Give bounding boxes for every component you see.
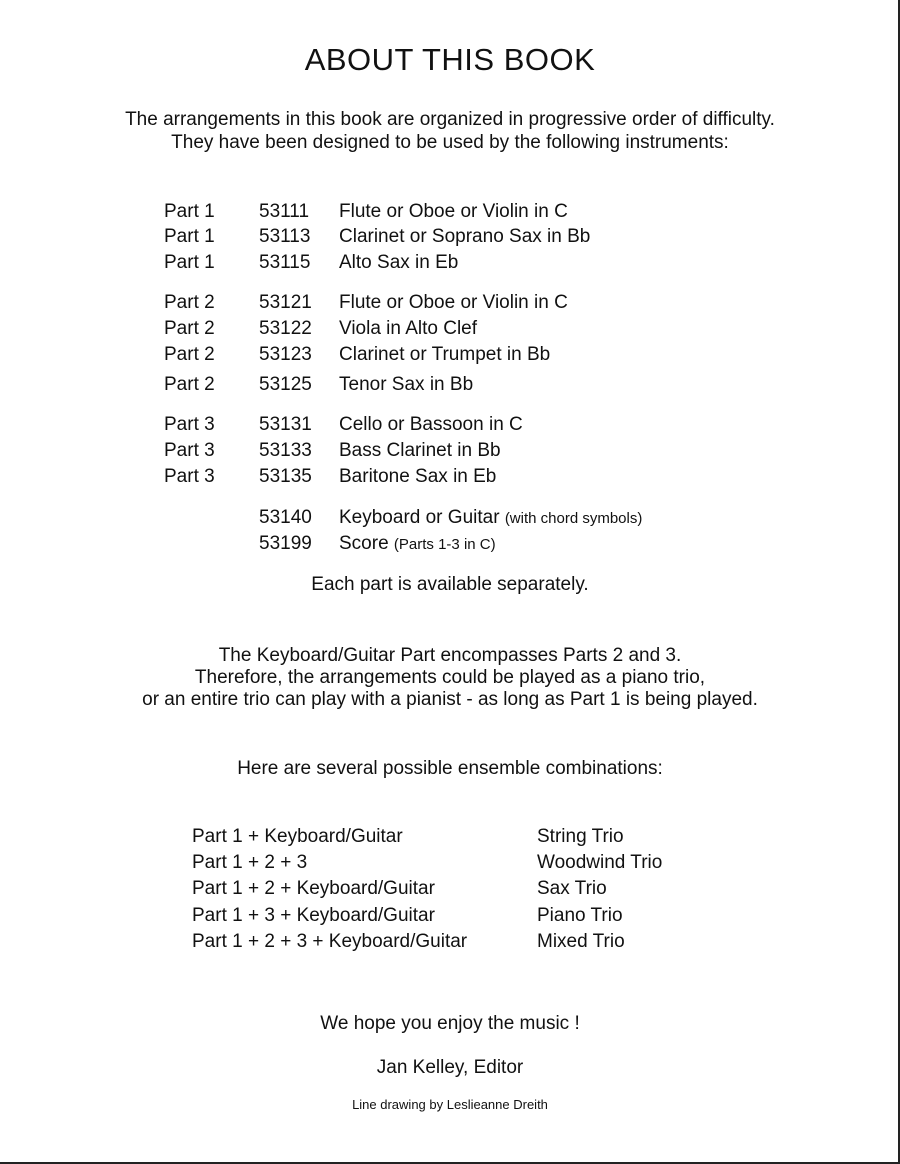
- combinations-heading: Here are several possible ensemble combinations:: [237, 758, 663, 779]
- part-code: 53121: [259, 292, 312, 313]
- combination-parts: Part 1 + 2 + Keyboard/Guitar: [192, 878, 435, 899]
- part-instrument: Bass Clarinet in Bb: [339, 440, 501, 461]
- combination-parts: Part 1 + 3 + Keyboard/Guitar: [192, 905, 435, 926]
- part-code: 53131: [259, 414, 312, 435]
- combination-parts: Part 1 + 2 + 3 + Keyboard/Guitar: [192, 931, 468, 952]
- paragraph-line: The Keyboard/Guitar Part encompasses Parts 2 and 3.: [218, 645, 682, 666]
- part-number: Part 3: [164, 466, 215, 487]
- part-instrument: Baritone Sax in Eb: [339, 466, 497, 487]
- part-instrument: Flute or Oboe or Violin in C: [339, 292, 568, 313]
- combination-parts: Part 1 + 2 + 3: [192, 852, 308, 873]
- ensemble-name: Sax Trio: [537, 878, 607, 899]
- part-number: Part 2: [164, 374, 215, 395]
- part-instrument: Score (Parts 1-3 in C): [339, 533, 496, 554]
- keyboard-guitar-paragraph: [0, 645, 900, 711]
- ensemble-name: String Trio: [537, 826, 624, 847]
- intro-paragraph: [0, 108, 900, 154]
- part-number: Part 3: [164, 414, 215, 435]
- editor-signature: Jan Kelley, Editor: [376, 1057, 524, 1078]
- part-code: 53140: [259, 507, 312, 528]
- part-number: Part 2: [164, 292, 215, 313]
- paragraph-line: Therefore, the arrangements could be played as a piano trio,: [194, 667, 706, 688]
- part-instrument: Alto Sax in Eb: [339, 252, 459, 273]
- part-instrument: Flute or Oboe or Violin in C: [339, 201, 568, 222]
- combination-parts: Part 1 + Keyboard/Guitar: [192, 826, 403, 847]
- part-number: Part 1: [164, 226, 215, 247]
- closing-message: We hope you enjoy the music !: [320, 1013, 580, 1034]
- part-number: Part 3: [164, 440, 215, 461]
- ensemble-name: Mixed Trio: [537, 931, 625, 952]
- illustration-credit: Line drawing by Leslieanne Dreith: [352, 1097, 548, 1112]
- part-code: 53115: [259, 252, 311, 273]
- part-code: 53122: [259, 318, 312, 339]
- page-title: ABOUT THIS BOOK: [304, 42, 596, 77]
- part-number: Part 1: [164, 252, 215, 273]
- part-number: Part 2: [164, 344, 215, 365]
- part-number: Part 2: [164, 318, 215, 339]
- part-instrument: Cello or Bassoon in C: [339, 414, 523, 435]
- intro-line: The arrangements in this book are organized in progressive order of difficulty.: [125, 109, 775, 130]
- part-instrument: Clarinet or Trumpet in Bb: [339, 344, 551, 365]
- intro-line: They have been designed to be used by the following instruments:: [171, 132, 729, 153]
- ensemble-name: Piano Trio: [537, 905, 623, 926]
- part-instrument: Tenor Sax in Bb: [339, 374, 474, 395]
- part-instrument: Clarinet or Soprano Sax in Bb: [339, 226, 591, 247]
- availability-note: Each part is available separately.: [311, 574, 589, 595]
- part-code: 53123: [259, 344, 312, 365]
- part-number: Part 1: [164, 201, 215, 222]
- part-code: 53125: [259, 374, 312, 395]
- part-instrument: Viola in Alto Clef: [339, 318, 478, 339]
- part-code: 53133: [259, 440, 312, 461]
- part-instrument: Keyboard or Guitar (with chord symbols): [339, 507, 643, 528]
- paragraph-line: or an entire trio can play with a pianist - as long as Part 1 is being played.: [142, 689, 758, 710]
- part-code: 53199: [259, 533, 312, 554]
- part-code: 53135: [259, 466, 312, 487]
- ensemble-name: Woodwind Trio: [537, 852, 663, 873]
- part-code: 53111: [259, 201, 310, 222]
- part-code: 53113: [259, 226, 311, 247]
